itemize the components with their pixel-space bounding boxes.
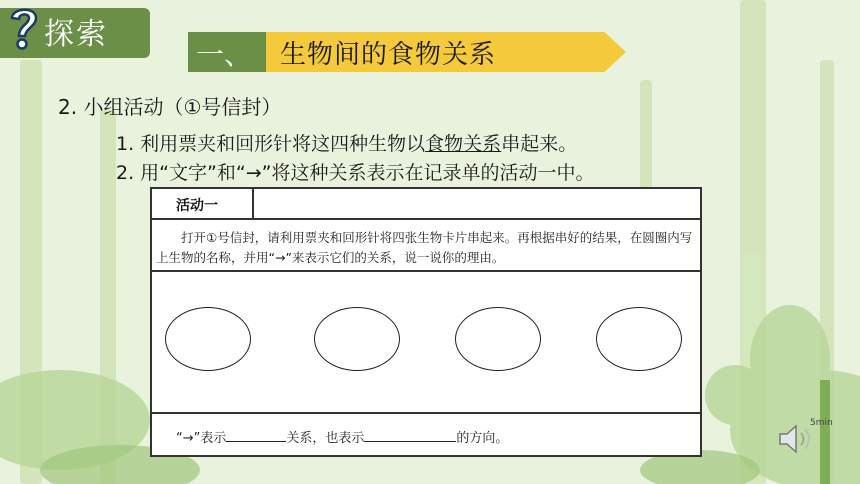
instruction-line-1-text: 1. 利用票夹和回形针将这四种生物以: [116, 133, 426, 155]
worksheet-divider-bottom: [150, 412, 702, 414]
organism-circle-3[interactable]: [455, 307, 541, 371]
worksheet-divider-top: [150, 218, 702, 220]
organism-circle-2[interactable]: [314, 307, 400, 371]
section-tag-label: 探索: [44, 17, 108, 52]
question-mark-icon: [6, 4, 42, 52]
worksheet-divider-middle: [150, 270, 702, 272]
speaker-icon[interactable]: [776, 422, 816, 456]
footer-text-1: “→”表示: [176, 431, 227, 446]
instruction-keyword: 食物关系: [425, 133, 502, 155]
banner-number: 一、: [196, 38, 253, 71]
organism-circle-1[interactable]: [165, 307, 251, 371]
worksheet-instruction: 打开①号信封，请利用票夹和回形针将四张生物卡片串起来。再根据串好的结果，在圆圈内写上生物的名称，并用“→”来表示它们的关系，说一说你的理由。: [156, 230, 693, 265]
worksheet-footer: [176, 427, 508, 446]
instruction-line-1: [116, 129, 577, 156]
worksheet-tab-label: 活动一: [176, 198, 218, 214]
worksheet-tab: [150, 187, 254, 220]
footer-blank-1[interactable]: [226, 429, 286, 442]
instruction-line-1-end: 串起来。: [501, 133, 578, 155]
footer-text-2: 关系，也表示: [286, 431, 365, 446]
footer-text-3: 的方向。: [456, 431, 509, 446]
timer-label: 5min: [810, 418, 833, 428]
step-heading: 2. 小组活动（①号信封）: [58, 95, 282, 119]
footer-blank-2[interactable]: [364, 429, 456, 442]
page-title: 生物间的食物关系: [280, 40, 497, 70]
organism-circle-4[interactable]: [596, 307, 682, 371]
instruction-line-2: 2. 用“文字”和“→”将这种关系表示在记录单的活动一中。: [116, 162, 595, 184]
